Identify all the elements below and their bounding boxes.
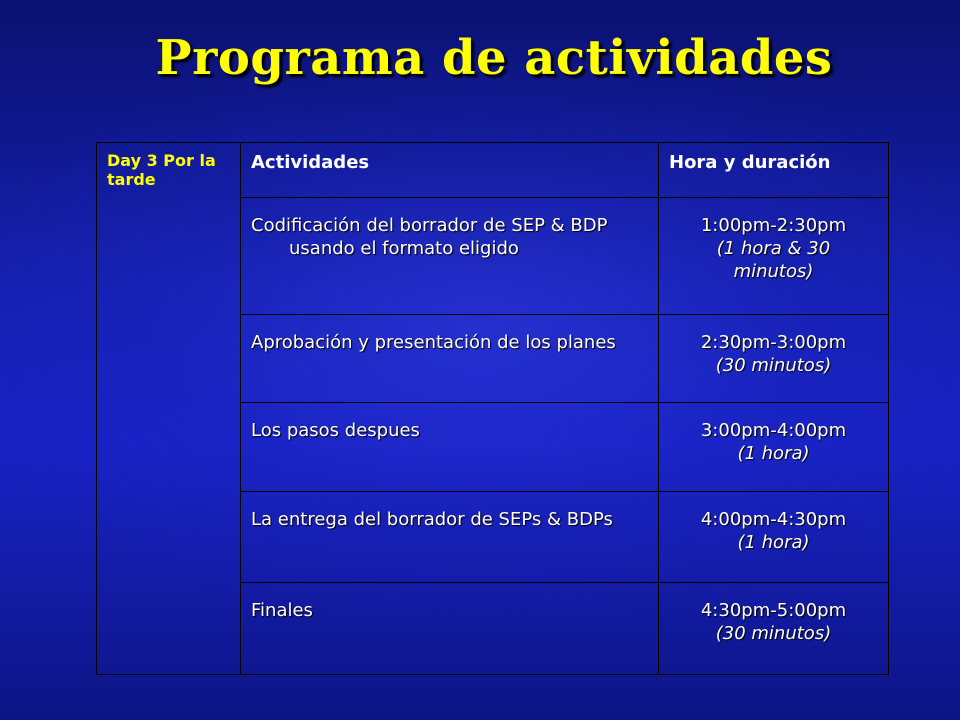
activity-cell (241, 315, 659, 403)
time-range: 2:30pm-3:00pm (700, 332, 847, 353)
time-cell (659, 492, 889, 583)
activity-cell (241, 583, 659, 675)
duration: (1 hora) (737, 443, 810, 464)
duration: (30 minutos) (715, 623, 832, 644)
duration: (30 minutos) (715, 355, 832, 376)
duration: (1 hora) (737, 532, 810, 553)
activity-text: Codificación del borrador de SEP & BDP usando el formato eligido (251, 215, 608, 259)
activity-cell (241, 403, 659, 492)
time-cell (659, 403, 889, 492)
time-range: 1:00pm-2:30pm (700, 215, 847, 236)
time-cell (659, 583, 889, 675)
activity-text: La entrega del borrador de SEPs & BDPs (251, 509, 613, 530)
time-cell (659, 315, 889, 403)
activity-cell (241, 492, 659, 583)
schedule-table (96, 142, 889, 675)
time-range: 3:00pm-4:00pm (700, 420, 847, 441)
day-label: Day 3 Por la tarde (97, 143, 241, 675)
header-time: Hora y duración (659, 143, 889, 198)
time-range: 4:30pm-5:00pm (700, 600, 847, 621)
activity-cell (241, 198, 659, 315)
header-activities: Actividades (241, 143, 659, 198)
activity-text: Aprobación y presentación de los planes (251, 332, 616, 353)
slide-title: Programa de actividades (155, 30, 833, 86)
duration: (1 hora & 30 minutos) (716, 238, 831, 282)
time-range: 4:00pm-4:30pm (700, 509, 847, 530)
table-header-row (97, 143, 889, 198)
activity-text: Los pasos despues (251, 420, 420, 441)
activity-text: Finales (251, 600, 313, 621)
time-cell (659, 198, 889, 315)
